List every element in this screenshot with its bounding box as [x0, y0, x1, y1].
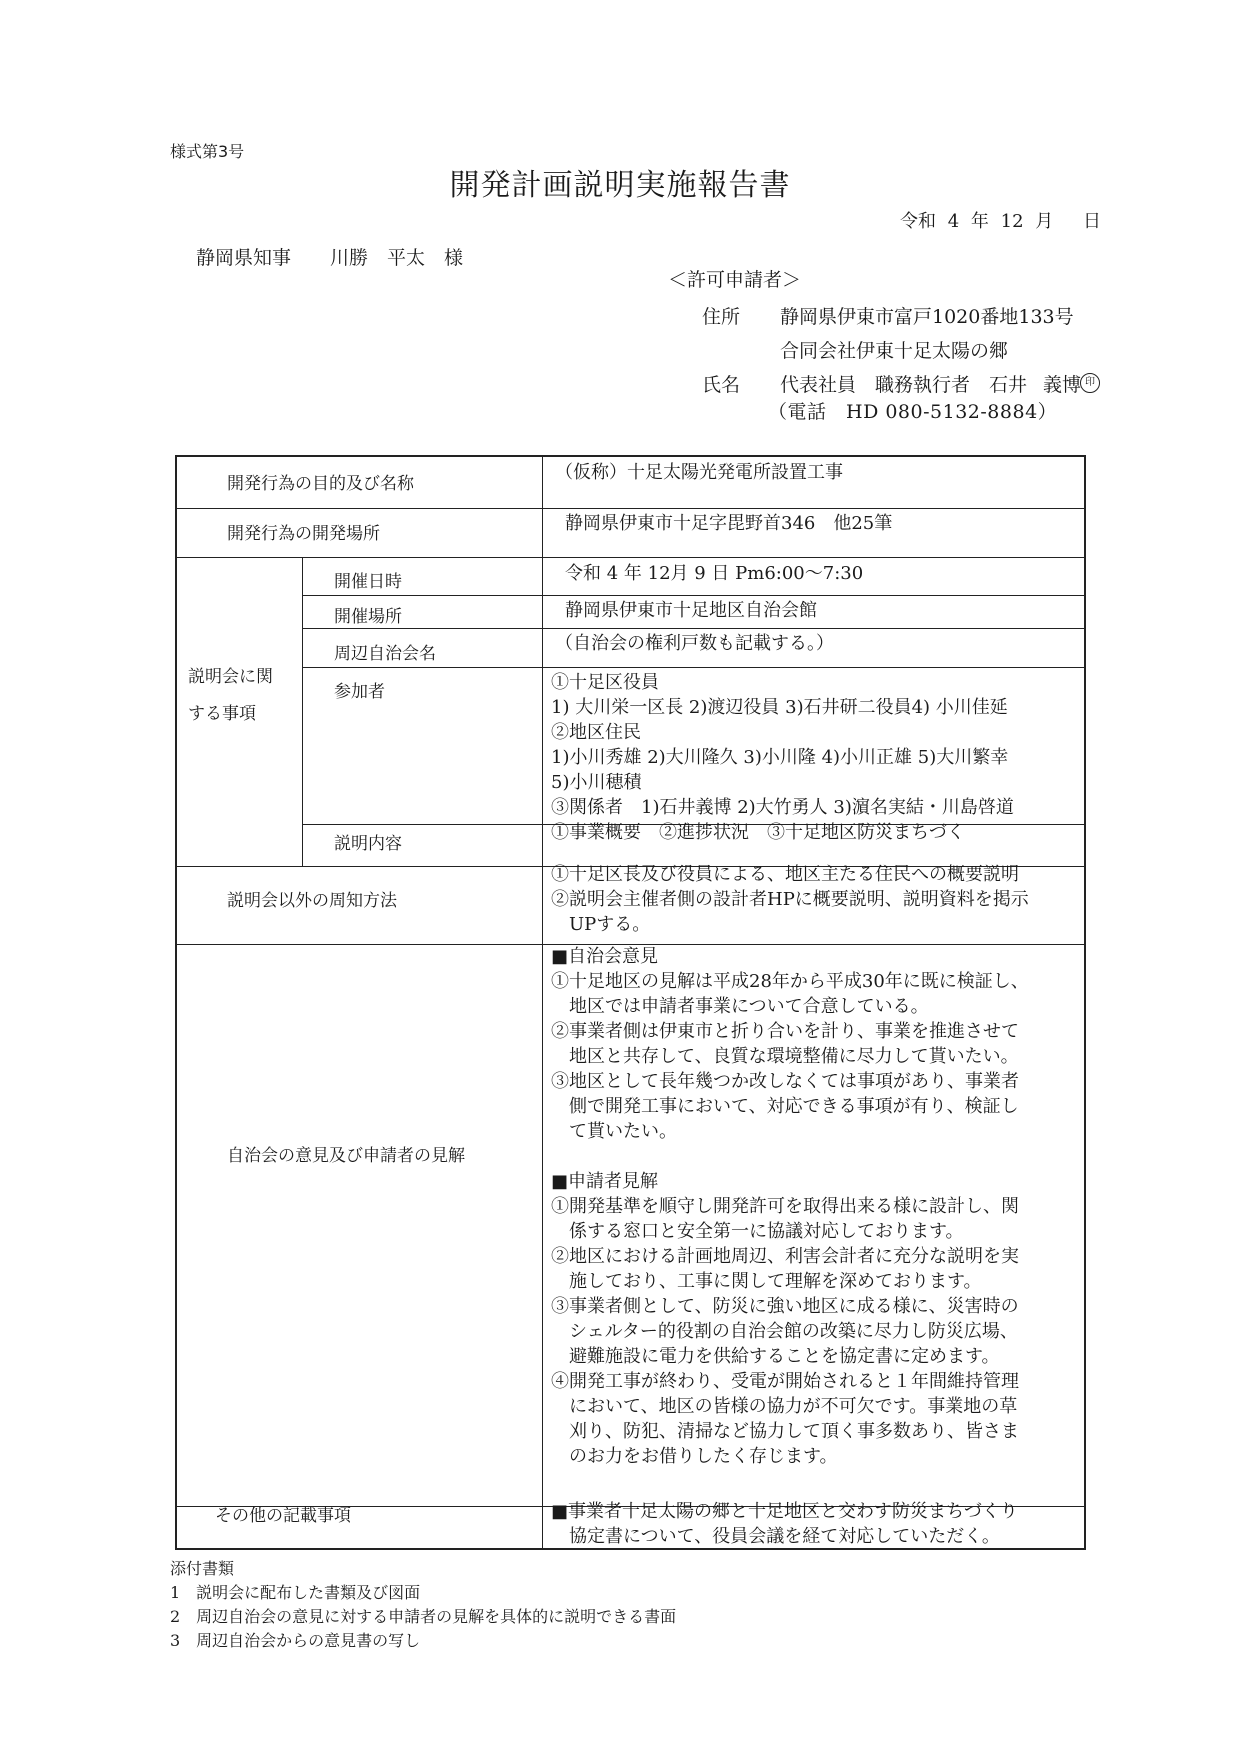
address-label: 住所: [702, 306, 741, 328]
attachment-item: 2 周辺自治会の意見に対する申請者の見解を具体的に説明できる書面: [170, 1607, 677, 1626]
participants-line: 1)小川秀雄 2)大川隆久 3)小川隆 4)小川正雄 5)大川繁幸: [551, 747, 1009, 768]
opinion-line: ②地区における計画地周辺、利害会計者に充分な説明を実: [551, 1246, 1019, 1267]
participants-line: ①十足区役員: [551, 672, 659, 693]
opinion-line: て貰いたい。: [551, 1121, 677, 1142]
misc-label: その他の記載事項: [215, 1506, 351, 1526]
purpose-label: 開発行為の目的及び名称: [227, 474, 414, 494]
report-date: 令和 4 年 12 月 日: [900, 211, 1101, 232]
participants-line: ③関係者 1)石井義博 2)大竹勇人 3)濵名実結・川島啓道: [551, 797, 1014, 818]
location-value: 静岡県伊東市十足字毘野首346 他25筆: [565, 513, 893, 534]
table-border-top: [175, 455, 1086, 457]
seal-mark: 印: [1080, 373, 1100, 393]
opinion-label: 自治会の意見及び申請者の見解: [227, 1146, 465, 1166]
other-notice-line: UPする。: [551, 914, 651, 935]
venue-label: 開催場所: [334, 607, 402, 627]
row-line: [302, 667, 1086, 668]
form-number: 様式第3号: [170, 142, 245, 161]
row-line: [302, 628, 1086, 629]
other-notice-label: 説明会以外の周知方法: [227, 891, 397, 911]
table-border-left: [175, 455, 177, 1550]
meeting-group-label-line-1: 説明会に関: [188, 667, 273, 687]
name-label: 氏名: [702, 374, 741, 396]
participants-line: ②地区住民: [551, 722, 641, 743]
company-name: 合同会社伊東十足太陽の郷: [780, 340, 1009, 362]
row-line: [175, 508, 1086, 509]
content-value: ①事業概要 ②進捗状況 ③十足地区防災まちづく: [551, 822, 965, 843]
table-column-divider: [542, 455, 543, 1550]
document-title: 開発計画説明実施報告書: [449, 168, 791, 203]
attachment-item: 3 周辺自治会からの意見書の写し: [170, 1631, 421, 1650]
table-subcolumn-divider: [302, 557, 303, 866]
applicant-heading: ＜許可申請者＞: [668, 269, 802, 291]
representative-name: 代表社員 職務執行者 石井 義博: [780, 374, 1082, 396]
table-border-right: [1084, 455, 1086, 1550]
address-value: 静岡県伊東市富戸1020番地133号: [780, 306, 1074, 328]
opinion-line: ③地区として長年幾つか改しなくては事項があり、事業者: [551, 1071, 1019, 1092]
datetime-value: 令和 4 年 12月 9 日 Pm6:00～7:30: [565, 563, 864, 584]
venue-value: 静岡県伊東市十足地区自治会館: [565, 600, 817, 621]
other-notice-line: ①十足区長及び役員による、地区主たる住民への概要説明: [551, 864, 1019, 885]
datetime-label: 開催日時: [334, 572, 402, 592]
phone-number: （電話 HD 080-5132-8884）: [768, 401, 1058, 423]
opinion-line: 施しており、工事に関して理解を深めております。: [551, 1271, 982, 1292]
opinion-line: ■申請者見解: [551, 1171, 659, 1192]
association-value: （自治会の権利戸数も記載する。）: [555, 633, 834, 654]
opinion-line: ④開発工事が終わり、受電が開始されると１年間維持管理: [551, 1371, 1019, 1392]
misc-line: 協定書について、役員会議を経て対応していただく。: [551, 1526, 1000, 1547]
opinion-line: 地区では申請者事業について合意している。: [551, 996, 929, 1017]
opinion-line: ③事業者側として、防災に強い地区に成る様に、災害時の: [551, 1296, 1019, 1317]
opinion-line: ①十足地区の見解は平成28年から平成30年に既に検証し、: [551, 971, 1029, 992]
opinion-line: シェルター的役割の自治会館の改築に尽力し防災広場、: [551, 1321, 1018, 1342]
association-label: 周辺自治会名: [334, 644, 436, 664]
opinion-line: 係する窓口と安全第一に協議対応しております。: [551, 1221, 964, 1242]
opinion-line: ■自治会意見: [551, 946, 659, 967]
meeting-group-label-line-2: する事項: [188, 704, 256, 724]
row-line: [302, 595, 1086, 596]
row-line: [175, 557, 1086, 558]
participants-label: 参加者: [334, 682, 385, 702]
misc-line: ■事業者十足太陽の郷と十足地区と交わす防災まちづくり: [551, 1501, 1018, 1522]
addressee: 静岡県知事 川勝 平太 様: [196, 247, 464, 269]
opinion-line: のお力をお借りしたく存じます。: [551, 1446, 838, 1467]
attachments-title: 添付書類: [170, 1559, 235, 1578]
opinion-line: 刈り、防犯、清掃など協力して頂く事多数あり、皆さま: [551, 1421, 1019, 1442]
participants-line: 1) 大川栄一区長 2)渡辺役員 3)石井研二役員4) 小川佳延: [551, 697, 1008, 718]
opinion-line: ①開発基準を順守し開発許可を取得出来る様に設計し、関: [551, 1196, 1019, 1217]
opinion-line: 側で開発工事において、対応できる事項が有り、検証し: [551, 1096, 1019, 1117]
attachment-item: 1 説明会に配布した書類及び図面: [170, 1583, 421, 1602]
other-notice-line: ②説明会主催者側の設計者HPに概要説明、説明資料を掲示: [551, 889, 1029, 910]
opinion-line: 避難施設に電力を供給することを協定書に定めます。: [551, 1346, 1000, 1367]
opinion-line: ②事業者側は伊東市と折り合いを計り、事業を推進させて: [551, 1021, 1019, 1042]
participants-line: 5)小川穂積: [551, 772, 642, 793]
purpose-value: （仮称）十足太陽光発電所設置工事: [555, 462, 843, 483]
opinion-line: 地区と共存して、良質な環境整備に尽力して貰いたい。: [551, 1046, 1019, 1067]
opinion-line: において、地区の皆様の協力が不可欠です。事業地の草: [551, 1396, 1018, 1417]
content-label: 説明内容: [334, 834, 402, 854]
location-label: 開発行為の開発場所: [227, 524, 380, 544]
